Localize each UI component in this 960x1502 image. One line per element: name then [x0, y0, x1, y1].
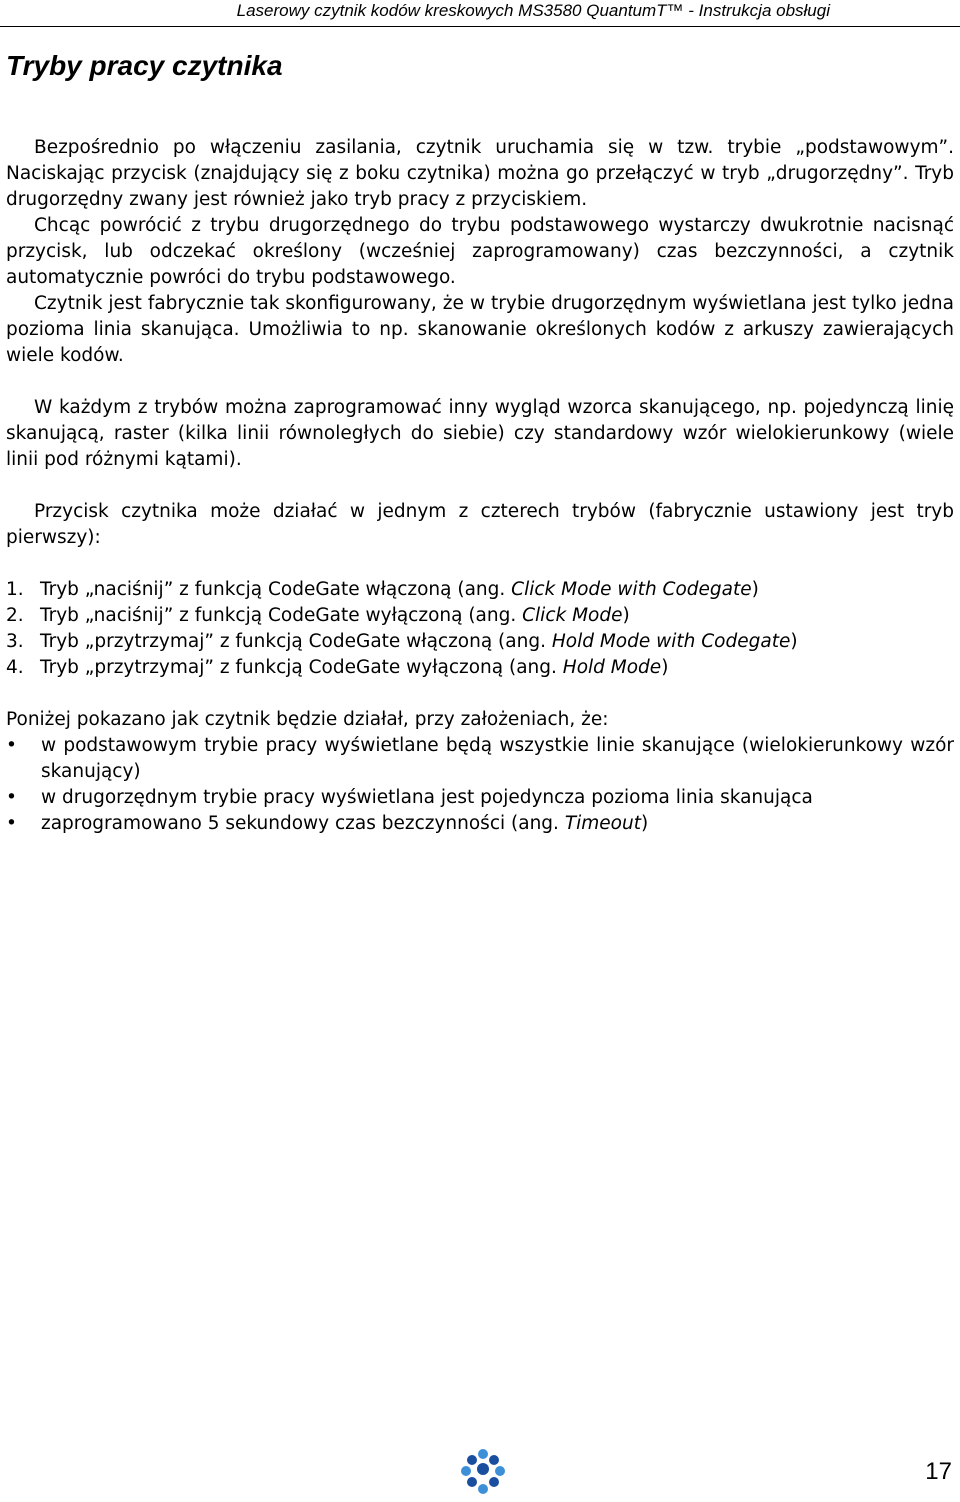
company-logo-icon: [458, 1447, 508, 1497]
list-item: • zaprogramowano 5 sekundowy czas bezczynności (ang. Timeout): [6, 811, 954, 837]
assumptions-list: [6, 733, 954, 837]
modes-list: [6, 577, 954, 681]
document-body: [6, 135, 954, 837]
list-item: • w podstawowym trybie pracy wyświetlane będą wszystkie linie skanujące (wielokierunkowy wzór skanujący): [6, 735, 954, 782]
list-item: 1. Tryb „naciśnij” z funkcją CodeGate włączoną (ang. Click Mode with Codegate): [6, 579, 759, 600]
page-header: [0, 0, 960, 27]
list-item: 3. Tryb „przytrzymaj” z funkcją CodeGate włączoną (ang. Hold Mode with Codegate): [6, 631, 798, 652]
paragraph-patterns: W każdym z trybów można zaprogramować inny wygląd wzorca skanującego, np. pojedynczą linię skanującą, raster (kilka linii równoległych do siebie) czy standardowy wzór wielokierunkowy (wiele linii pod różnymi kątami).: [6, 397, 954, 470]
bullet-icon: •: [6, 787, 17, 808]
paragraph-intro: Bezpośrednio po włączeniu zasilania, czytnik uruchamia się w tzw. trybie „podstawowym”. Naciskając przycisk (znajdujący się z boku czytnika) można go przełączyć w tryb „drugorzędny”. Tryb drugorzędny zwany jest również jako tryb pracy z przyciskiem.: [6, 137, 954, 210]
bullet-icon: •: [6, 735, 17, 756]
paragraph-factory: Czytnik jest fabrycznie tak skonfigurowany, że w trybie drugorzędnym wyświetlana jest tylko jedna pozioma linia skanująca. Umożliwia to np. skanowanie określonych kodów z arkuszy zawierających wiele kodów.: [6, 293, 954, 366]
list-item: 2. Tryb „naciśnij” z funkcją CodeGate wyłączoną (ang. Click Mode): [6, 605, 630, 626]
assumptions-intro: Poniżej pokazano jak czytnik będzie działał, przy założeniach, że:: [6, 709, 609, 730]
paragraph-button-modes: Przycisk czytnika może działać w jednym z czterech trybów (fabrycznie ustawiony jest tryb pierwszy):: [6, 501, 954, 548]
header-text: Laserowy czytnik kodów kreskowych MS3580 QuantumT™ - Instrukcja obsługi: [236, 1, 830, 20]
page-title: Tryby pracy czytnika: [6, 50, 283, 81]
page-number: 17: [925, 1458, 952, 1485]
list-item: 4. Tryb „przytrzymaj” z funkcją CodeGate wyłączoną (ang. Hold Mode): [6, 657, 669, 678]
paragraph-return: Chcąc powrócić z trybu drugorzędnego do trybu podstawowego wystarczy dwukrotnie nacisnąć przycisk, lub odczekać określony (wcześniej zaprogramowany) czas bezczynności, a czytnik automatycznie powróci do trybu podstawowego.: [6, 215, 954, 288]
list-item: • w drugorzędnym trybie pracy wyświetlana jest pojedyncza pozioma linia skanująca: [6, 785, 954, 811]
bullet-icon: •: [6, 813, 17, 834]
